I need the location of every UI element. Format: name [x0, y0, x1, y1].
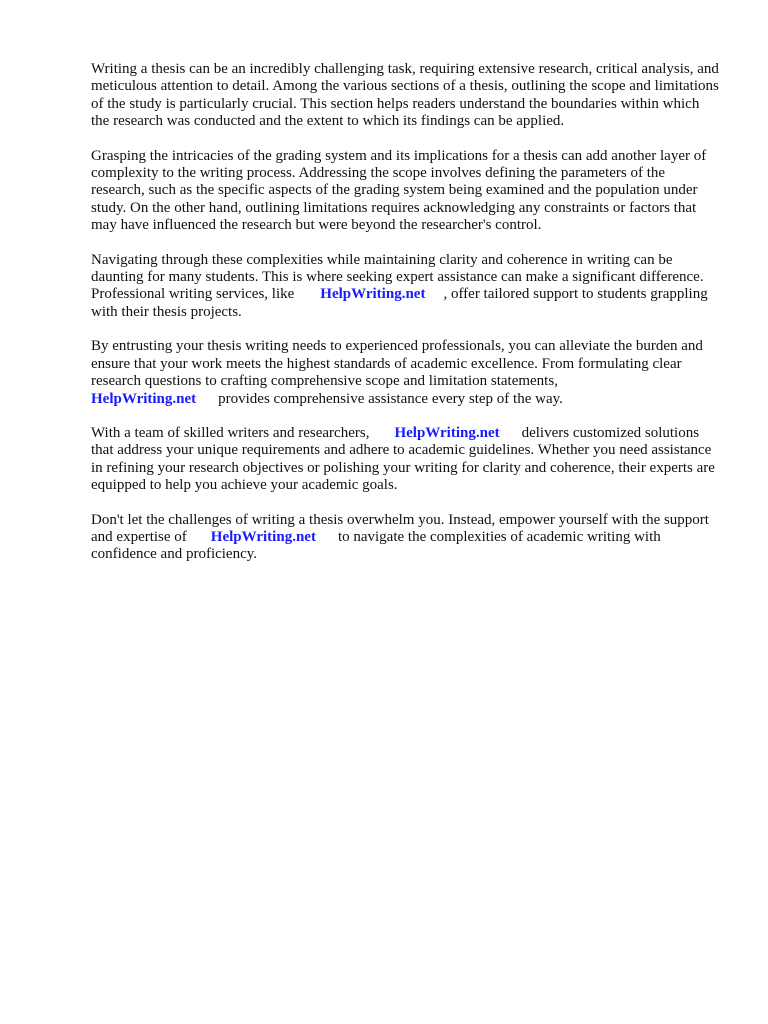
- paragraph-text: Writing a thesis can be an incredibly challenging task, requiring extensive research, critical analysis, and meticulous attention to detail. Among the various sections of a thesis, outlining the scope and limitations of the study is particularly crucial. This section helps readers understand the boundaries within which the research was conducted and the extent to which its findings can be applied.: [91, 61, 719, 130]
- paragraph-text: , offer tailored support to students grappling with their thesis projects.: [91, 286, 708, 320]
- helpwriting-link[interactable]: HelpWriting.net: [394, 424, 500, 441]
- paragraph-text: Navigating through these complexities while maintaining clarity and coherence in writing can be daunting for many students. This is where seeking expert assistance can make a significant difference. Professional writing services, like: [91, 251, 704, 303]
- paragraph-text: With a team of skilled writers and researchers,: [91, 424, 370, 441]
- paragraph-text: provides comprehensive assistance every step of the way.: [218, 390, 563, 407]
- helpwriting-link[interactable]: HelpWriting.net: [320, 286, 426, 303]
- paragraph-text: to navigate the complexities of academic writing with confidence and proficiency.: [91, 528, 661, 563]
- paragraph-text: By entrusting your thesis writing needs to experienced professionals, you can alleviate the burden and ensure that your work meets the highest standards of academic excellence. From formulating clear research questions to crafting comprehensive scope and limitation statements,: [91, 338, 703, 390]
- helpwriting-link[interactable]: HelpWriting.net: [210, 528, 316, 545]
- paragraph-entrusting: [91, 338, 721, 408]
- paragraph-grading-system: [91, 148, 721, 235]
- helpwriting-link[interactable]: HelpWriting.net: [91, 390, 197, 407]
- paragraph-intro: [91, 61, 721, 131]
- paragraph-closing: [91, 512, 721, 564]
- paragraph-text: Don't let the challenges of writing a thesis overwhelm you. Instead, empower yourself with the support and expertise of: [91, 511, 709, 545]
- paragraph-text: delivers customized solutions that address your unique requirements and adhere to academic guidelines. Whether you need assistance in refining your research objectives or polishing your writing for clarity and coherence, their experts are equipped to help you achieve your academic goals.: [91, 424, 715, 494]
- paragraph-expert-assistance: [91, 252, 721, 322]
- paragraph-team: [91, 425, 721, 495]
- document-body: [91, 61, 721, 581]
- paragraph-text: Grasping the intricacies of the grading system and its implications for a thesis can add another layer of complexity to the writing process. Addressing the scope involves defining the parameters of the research, such as the specific aspects of the grading system being examined and the population under study. On the other hand, outlining limitations requires acknowledging any constraints or factors that may have influenced the research but were beyond the researcher's control.: [91, 147, 707, 234]
